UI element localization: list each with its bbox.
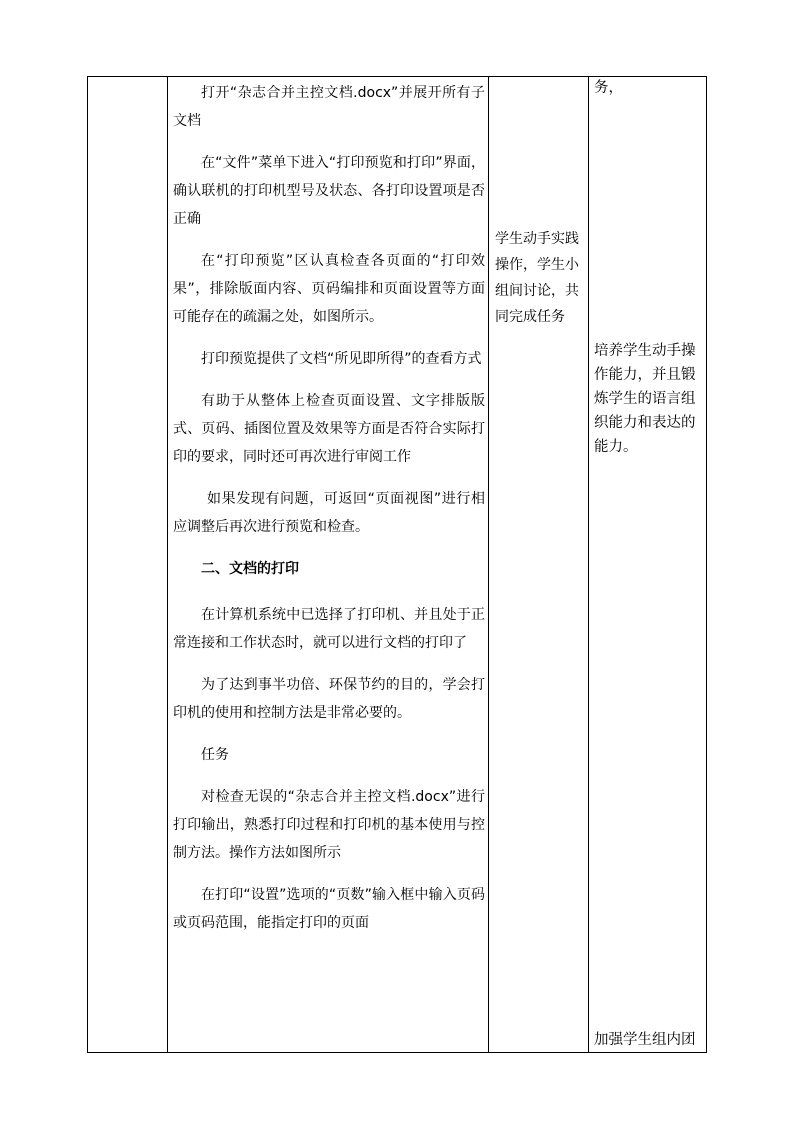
paragraph: 在打印“设置”选项的“页数”输入框中输入页码或页码范围，能指定打印的页面 [173,887,485,931]
table-column-divider [588,76,589,1053]
paragraph: 打印预览提供了文档“所见即所得”的查看方式 [201,351,482,367]
paragraph: 在“文件”菜单下进入“打印预览和打印”界面，确认联机的打印机型号及状态、各打印设置项是否正确 [173,155,485,227]
teaching-content-cell [173,79,485,951]
paragraph: 为了达到事半功倍、环保节约的目的，学会打印机的使用和控制方法是非常必要的。 [173,677,485,721]
table-border-left [87,76,88,1053]
paragraph: 如果发现有问题，可返回“页面视图”进行相应调整后再次进行预览和检查。 [173,491,485,535]
student-activity-text: 学生动手实践操作，学生小组间讨论，共同完成任务 [495,231,579,325]
paragraph: 任务 [201,747,229,763]
design-purpose-bottom: 加强学生组内团 [594,1032,696,1048]
paragraph: 在计算机系统中已选择了打印机、并且处于正常连接和工作状态时，就可以进行文档的打印了 [173,607,485,651]
design-purpose-text: 培养学生动手操作能力，并且锻炼学生的语言组织能力和表达的能力。 [594,343,696,455]
paragraph: 对检查无误的“杂志合并主控文档.docx”进行打印输出，熟悉打印过程和打印机的基本使用与控制方法。操作方法如图所示 [173,789,485,861]
paragraph: 在“打印预览”区认真检查各页面的“打印效果”，排除版面内容、页码编排和页面设置等方面可能存在的疏漏之处，如图所示。 [173,253,485,325]
table-column-divider [167,76,168,1053]
paragraph: 打开“杂志合并主控文档.docx”并展开所有子文档 [173,85,485,129]
student-activity-cell [495,226,587,330]
paragraph: 有助于从整体上检查页面设置、文字排版版式、页码、插图位置及效果等方面是否符合实际打印的要求，同时还可再次进行审阅工作 [173,393,485,465]
table-border-right [706,76,707,1053]
table-column-divider [488,76,489,1053]
table-bottom-border [87,1052,707,1053]
design-purpose-top: 务， [594,80,623,96]
section-heading: 二、文档的打印 [201,561,299,577]
